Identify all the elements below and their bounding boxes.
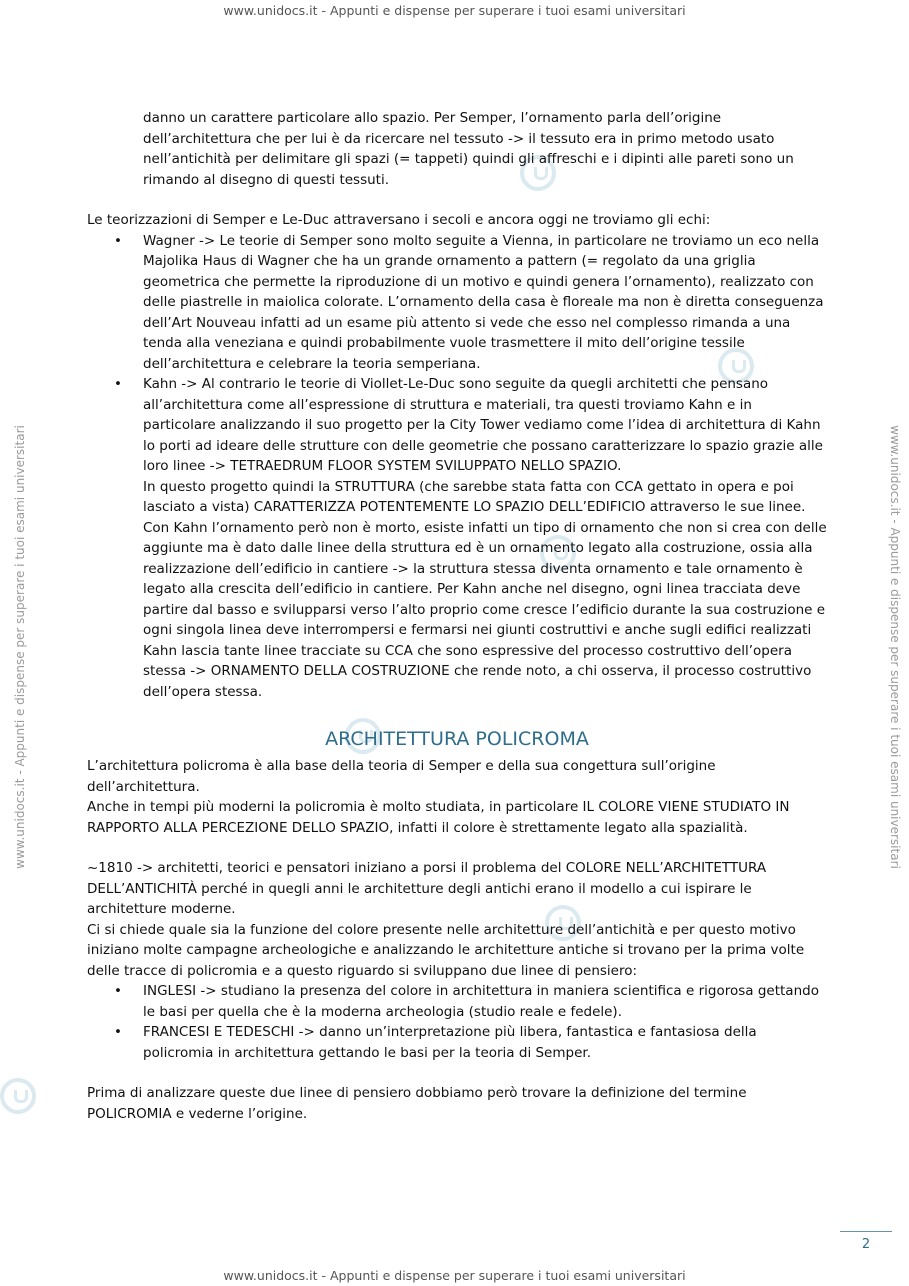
page-number: 2 [840, 1231, 892, 1252]
list-item: • FRANCESI E TEDESCHI -> danno un’interpretazione più libera, fantastica e fantasiosa della policromia in architettura gettando le basi per la teoria di Semper. [87, 1022, 827, 1063]
policroma-paragraph-2: Anche in tempi più moderni la policromia è molto studiata, in particolare IL COLORE VIENE STUDIATO IN RAPPORTO ALLA PERCEZIONE DELLO SPAZIO, infatti il colore è strettamente legato alla spazialità. [87, 799, 790, 836]
list-item: • Kahn -> Al contrario le teorie di Viollet-Le-Duc sono seguite da quegli architetti che pensano all’architettura come all’espressione di struttura e materiali, tra questi troviamo Kahn e in particolare analizzando il suo progetto per la City Tower vediamo come l’idea di architettura di Kahn lo porti ad ideare delle strutture con delle geometrie che possano caratterizzare lo spazio grazie alle loro linee -> TETRAEDRUM FLOOR SYSTEM SVILUPPATO NELLO SPAZIO. [87, 374, 827, 477]
side-watermark-left: www.unidocs.it - Appunti e dispense per superare i tuoi esami universitari [13, 425, 27, 869]
kahn-continuation: In questo progetto quindi la STRUTTURA (che sarebbe stata fatta con CCA gettato in opera e poi lasciato a vista) CARATTERIZZA POTENTEMENTE LO SPAZIO DELL’EDIFICIO attraverso le sue linee. Con Kahn l’ornamento però non è morto, esiste infatti un tipo di ornamento che non si crea con delle aggiunte ma è dato dalle linee della struttura ed è un ornamento legato alla costruzione, ossia alla realizzazione dell’edificio in cantiere -> la struttura stessa diventa ornamento e tale ornamento è legato alla crescita dell’edificio in cantiere. Per Kahn anche nel disegno, ogni linea tracciata deve partire dal basso e svilupparsi verso l’alto proprio come cresce l’edificio durante la sua costruzione e ogni singola linea deve interrompersi e fermarsi nei giunti costruttivi e anche sugli edifici realizzati Kahn lascia tante linee tracciate su CCA che sono espressive del processo costruttivo dell’opera stessa -> ORNAMENTO DELLA COSTRUZIONE che rende noto, a chi osserva, il processo costruttivo dell’opera stessa. [143, 478, 827, 700]
header-banner: www.unidocs.it - Appunti e dispense per superare i tuoi esami universitari [223, 3, 686, 18]
policroma-paragraph-1: L’architettura policroma è alla base della teoria di Semper e della sua congettura sull’origine dell’architettura. [87, 758, 716, 795]
theories-list [87, 231, 827, 477]
intro-paragraph: danno un carattere particolare allo spazio. Per Semper, l’ornamento parla dell’origine dell’architettura che per lui è da ricercare nel tessuto -> il tessuto era in primo metodo usato nell’antichità per delimitare gli spazi (= tappeti) quindi gli affreschi e i dipinti alle pareti sono un rimando al disegno di questi tessuti. [143, 110, 794, 188]
history-paragraph-2: Ci si chiede quale sia la funzione del colore presente nelle architetture dell’antichità e per questo motivo iniziano molte campagne archeologiche e analizzando le architetture antiche si trovano per la prima volte delle tracce di policromia e a questo riguardo si sviluppano due linee di pensiero: [87, 921, 805, 979]
history-paragraph-1: ~1810 -> architetti, teorici e pensatori iniziano a porsi il problema del COLORE NELL’ARCHITETTURA DELL’ANTICHITÀ perché in quegli anni le architetture degli antichi erano il modello a cui ispirare le architetture moderne. [87, 860, 767, 917]
list-item: • Wagner -> Le teorie di Semper sono molto seguite a Vienna, in particolare ne troviamo un eco nella Majolika Haus di Wagner che ha un grande ornamento a pattern (= regolato da una griglia geometrica che permette la riproduzione di un motivo e quindi genera l’ornamento), realizzato con delle piastrelle in maiolica colorate. L’ornamento della casa è floreale ma non è diretta conseguenza dell’Art Nouveau infatti ad un esame più attento si vede che esso nel complesso rimanda a una tenda alla veneziana e quindi probabilmente vuole trasmettere il mito dell’origine tessile dell’architettura e celebrare la teoria semperiana. [87, 231, 827, 375]
footer-banner: www.unidocs.it - Appunti e dispense per superare i tuoi esami universitari [223, 1268, 686, 1283]
closing-paragraph: Prima di analizzare queste due linee di pensiero dobbiamo però trovare la definizione del termine POLICROMIA e vederne l’origine. [87, 1085, 747, 1122]
list-item: • INGLESI -> studiano la presenza del colore in architettura in maniera scientifica e rigorosa gettando le basi per quella che è la moderna archeologia (studio reale e fedele). [87, 981, 827, 1022]
document-body [87, 108, 827, 1124]
side-watermark-right: www.unidocs.it - Appunti e dispense per superare i tuoi esami universitari [888, 425, 902, 869]
schools-list [87, 981, 827, 1063]
watermark-logo-icon [0, 1078, 36, 1114]
theories-intro: Le teorizzazioni di Semper e Le-Duc attraversano i secoli e ancora oggi ne troviamo gli echi: [87, 212, 711, 228]
section-heading: ARCHITETTURA POLICROMA [325, 728, 589, 750]
